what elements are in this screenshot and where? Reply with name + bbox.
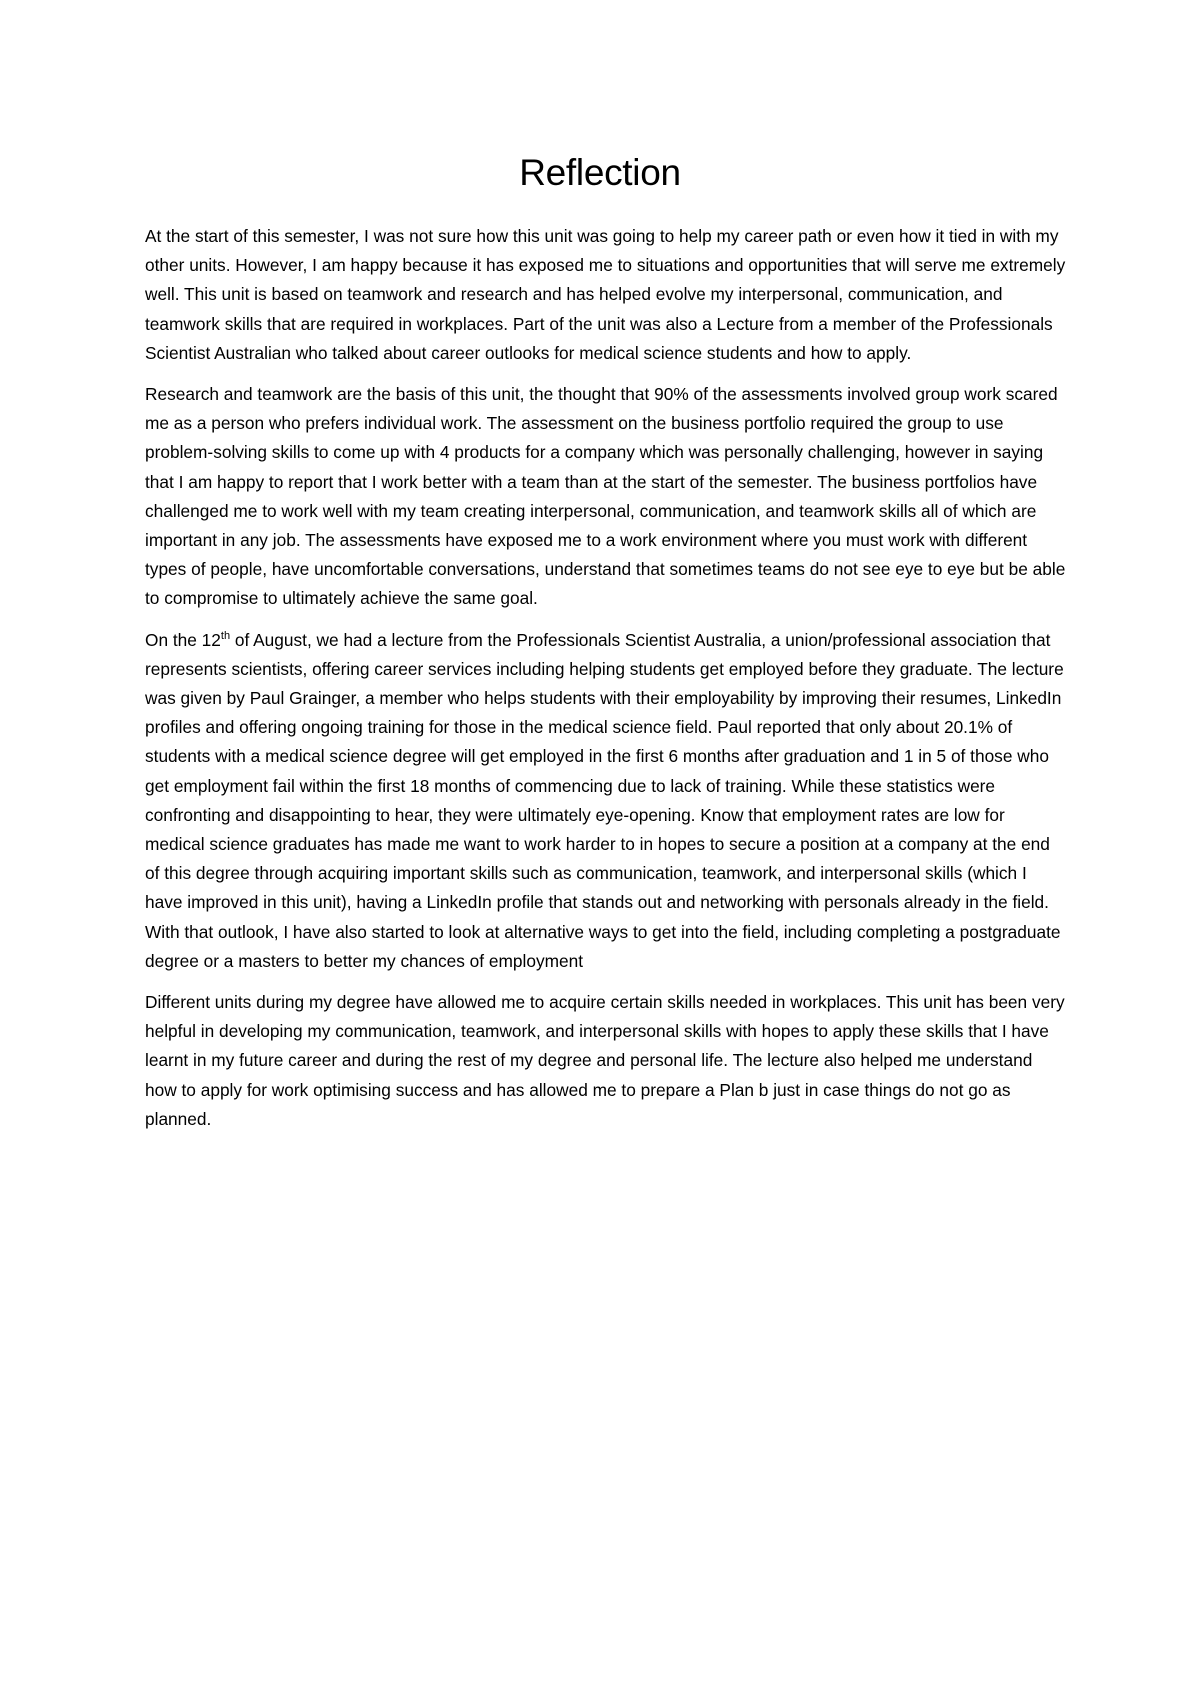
- page-title: Reflection: [519, 152, 681, 193]
- paragraph-conclusion: Different units during my degree have allowed me to acquire certain skills needed in workplaces. This unit has been very helpful in developing my communication, teamwork, and interpersonal skills with hopes to apply these skills that I have learnt in my future career and during the rest of my degree and personal life. The lecture also helped me understand how to apply for work optimising success and has allowed me to prepare a Plan b just in case things do not go as planned.: [145, 992, 1065, 1129]
- lecture-text: of August, we had a lecture from the Professionals Scientist Australia, a union/professional association that represents scientists, offering career services including helping students get employed before they graduate. The lecture was given by Paul Grainger, a member who helps students with their employability by improving their resumes, LinkedIn profiles and offering ongoing training for those in the medical science field. Paul reported that only about 20.1% of students with a medical science degree will get employed in the first 6 months after graduation and 1 in 5 of those who get employment fail within the first 18 months of commencing due to lack of training. While these statistics were confronting and disappointing to hear, they were ultimately eye-opening. Know that employment rates are low for medical science graduates has made me want to work harder to in hopes to secure a position at a company at the end of this degree through acquiring important skills such as communication, teamwork, and interpersonal skills (which I have improved in this unit), having a LinkedIn profile that stands out and networking with personals already in the field. With that outlook, I have also started to look at alternative ways to get into the field, including completing a postgraduate degree or a masters to better my chances of employment: [145, 629, 1064, 971]
- paragraph-lecture: [145, 626, 1066, 976]
- document-body: [145, 222, 1066, 1146]
- date-ordinal-suffix: th: [220, 629, 231, 642]
- lecture-date-prefix: On the 12: [145, 629, 221, 650]
- paragraph-teamwork: Research and teamwork are the basis of this unit, the thought that 90% of the assessments involved group work scared me as a person who prefers individual work. The assessment on the business portfolio required the group to use problem-solving skills to come up with 4 products for a company which was personally challenging, however in saying that I am happy to report that I work better with a team than at the start of the semester. The business portfolios have challenged me to work well with my team creating interpersonal, communication, and teamwork skills all of which are important in any job. The assessments have exposed me to a work environment where you must work with different types of people, have uncomfortable conversations, understand that sometimes teams do not see eye to eye but be able to compromise to ultimately achieve the same goal.: [145, 384, 1066, 609]
- paragraph-intro: At the start of this semester, I was not sure how this unit was going to help my career path or even how it tied in with my other units. However, I am happy because it has exposed me to situations and opportunities that will serve me extremely well. This unit is based on teamwork and research and has helped evolve my interpersonal, communication, and teamwork skills that are required in workplaces. Part of the unit was also a Lecture from a member of the Professionals Scientist Australian who talked about career outlooks for medical science students and how to apply.: [145, 226, 1066, 363]
